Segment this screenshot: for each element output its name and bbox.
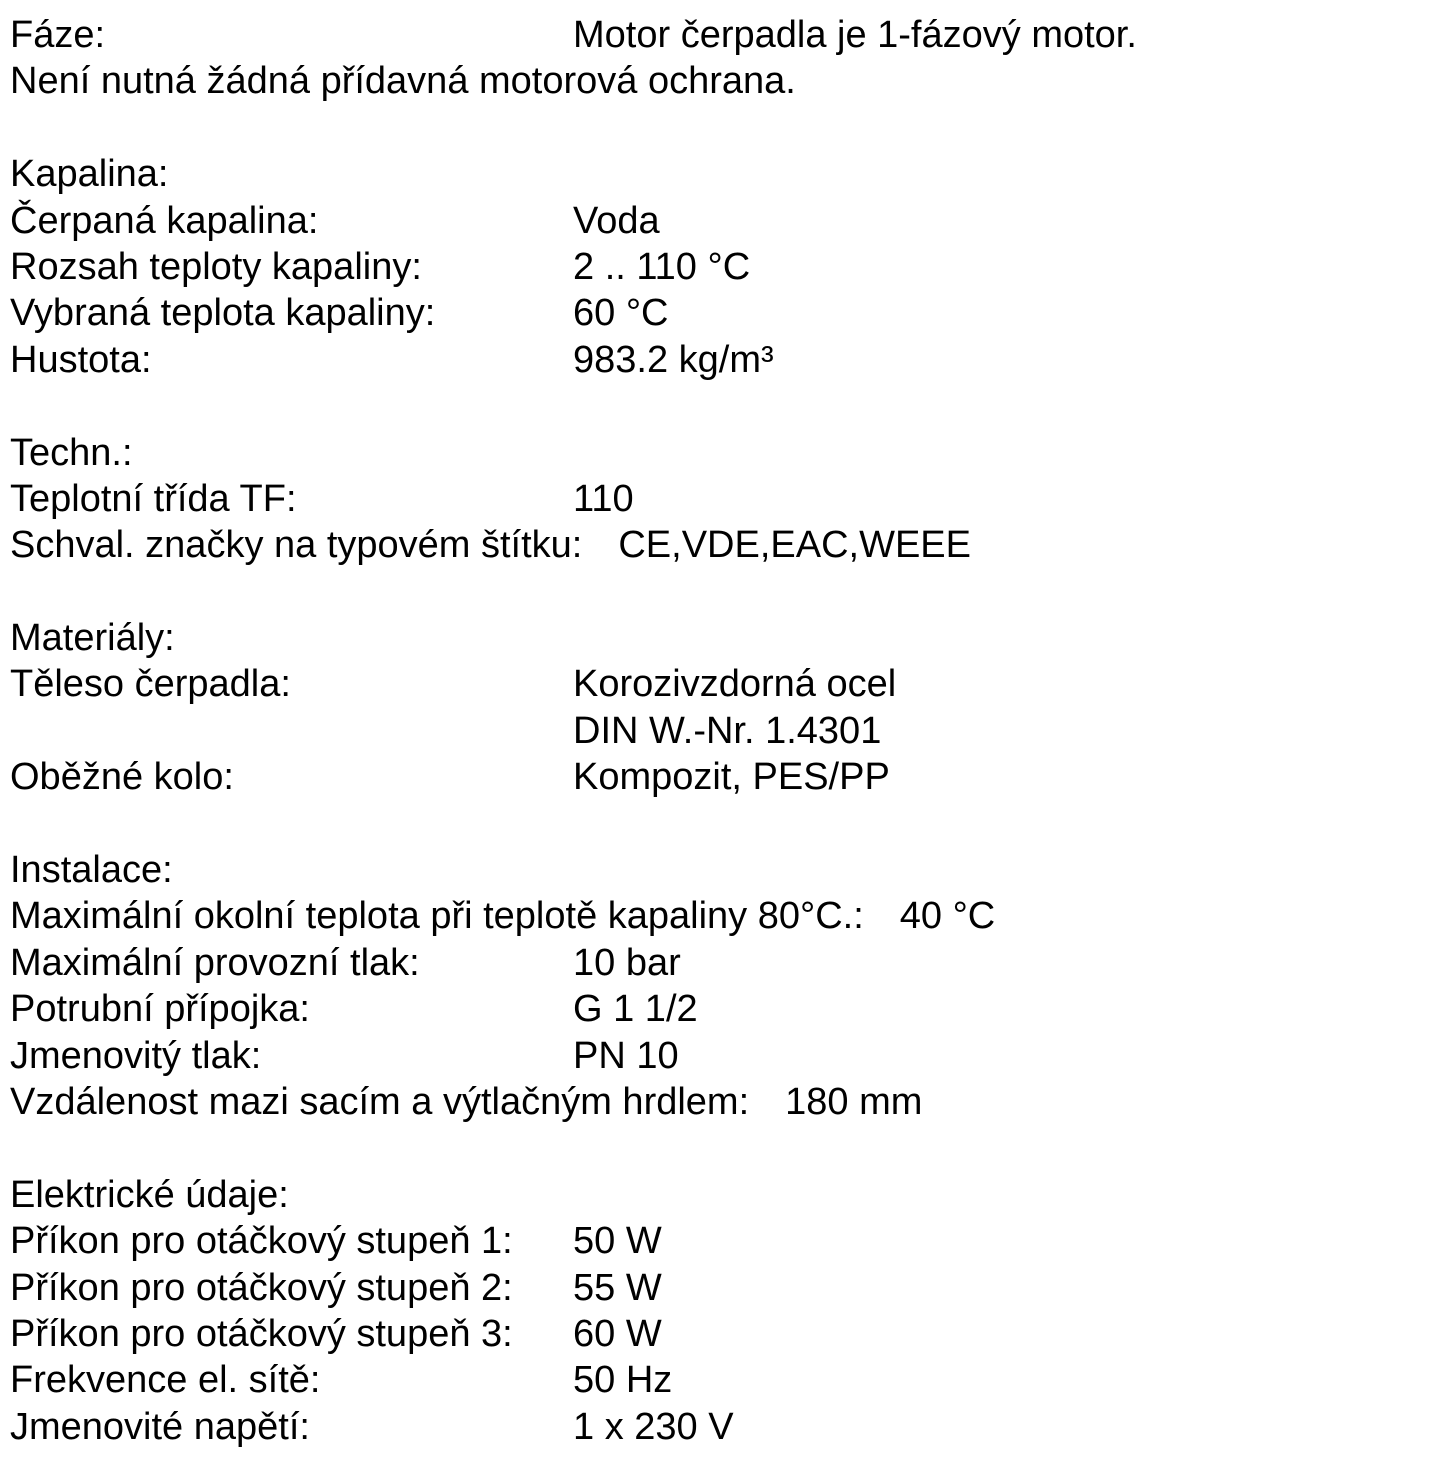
fluid-row — [10, 244, 1430, 290]
pump-housing-row-2 — [10, 708, 1430, 754]
electrical-label: Jmenovité napětí: — [10, 1405, 310, 1448]
fluid-row — [10, 198, 1430, 244]
impeller-row — [10, 754, 1430, 800]
electrical-value: 60 W — [573, 1312, 662, 1355]
max-ambient-label: Maximální okolní teplota při teplotě kapaliny 80°C.: — [10, 895, 864, 938]
pump-housing-value-line2: DIN W.-Nr. 1.4301 — [573, 709, 882, 752]
electrical-row — [10, 1404, 1430, 1450]
fluid-heading: Kapalina: — [10, 153, 169, 196]
spec-document — [10, 12, 1430, 1450]
electrical-label: Frekvence el. sítě: — [10, 1359, 321, 1402]
phase-value: Motor čerpadla je 1-fázový motor. — [573, 14, 1137, 56]
electrical-heading: Elektrické údaje: — [10, 1173, 289, 1216]
fluid-value: 2 .. 110 °C — [573, 245, 751, 288]
spacer — [10, 105, 1430, 151]
materials-heading: Materiály: — [10, 617, 175, 660]
installation-row — [10, 986, 1430, 1032]
installation-label: Jmenovitý tlak: — [10, 1034, 262, 1077]
electrical-value: 55 W — [573, 1266, 662, 1309]
temp-class-value: 110 — [573, 477, 634, 520]
impeller-value: Kompozit, PES/PP — [573, 756, 890, 799]
phase-row — [10, 12, 1430, 58]
fluid-value: 60 °C — [573, 292, 669, 335]
installation-row — [10, 1033, 1430, 1079]
electrical-row — [10, 1357, 1430, 1403]
fluid-label: Vybraná teplota kapaliny: — [10, 292, 436, 335]
port-distance-row — [10, 1079, 1430, 1125]
electrical-label: Příkon pro otáčkový stupeň 2: — [10, 1266, 513, 1309]
pump-housing-row — [10, 661, 1430, 707]
technical-heading: Techn.: — [10, 431, 133, 474]
installation-value: 10 bar — [573, 941, 681, 984]
spacer — [10, 801, 1430, 847]
installation-row — [10, 940, 1430, 986]
fluid-label: Hustota: — [10, 338, 152, 381]
technical-heading-row — [10, 430, 1430, 476]
impeller-label: Oběžné kolo: — [10, 756, 234, 799]
fluid-row — [10, 337, 1430, 383]
port-distance-value: 180 mm — [785, 1080, 923, 1123]
max-ambient-value: 40 °C — [899, 895, 996, 938]
fluid-label: Čerpaná kapalina: — [10, 199, 319, 242]
electrical-row — [10, 1265, 1430, 1311]
fluid-value: 983.2 kg/m³ — [573, 338, 774, 381]
installation-label: Maximální provozní tlak: — [10, 941, 420, 984]
electrical-row — [10, 1218, 1430, 1264]
fluid-value: Voda — [573, 199, 660, 242]
electrical-label: Příkon pro otáčkový stupeň 3: — [10, 1312, 513, 1355]
phase-label: Fáze: — [10, 14, 106, 56]
spacer — [10, 569, 1430, 615]
phase-note: Není nutná žádná přídavná motorová ochrana. — [10, 60, 796, 103]
fluid-label: Rozsah teploty kapaliny: — [10, 245, 422, 288]
electrical-value: 50 W — [573, 1220, 662, 1263]
installation-heading: Instalace: — [10, 849, 173, 892]
pump-housing-value: Korozivzdorná ocel — [573, 663, 897, 706]
approvals-label: Schval. značky na typovém štítku: — [10, 524, 583, 567]
electrical-heading-row — [10, 1172, 1430, 1218]
temp-class-label: Teplotní třída TF: — [10, 477, 297, 520]
installation-value: PN 10 — [573, 1034, 679, 1077]
fluid-row — [10, 290, 1430, 336]
port-distance-label: Vzdálenost mazi sacím a výtlačným hrdlem: — [10, 1080, 750, 1123]
electrical-row — [10, 1311, 1430, 1357]
installation-label: Potrubní přípojka: — [10, 988, 310, 1031]
electrical-label: Příkon pro otáčkový stupeň 1: — [10, 1220, 513, 1263]
installation-value: G 1 1/2 — [573, 988, 698, 1031]
phase-note-row — [10, 58, 1430, 104]
installation-heading-row — [10, 847, 1430, 893]
temp-class-row — [10, 476, 1430, 522]
approvals-value: CE,VDE,EAC,WEEE — [618, 524, 971, 567]
approvals-row — [10, 522, 1430, 568]
max-ambient-row — [10, 893, 1430, 939]
electrical-value: 1 x 230 V — [573, 1405, 734, 1448]
electrical-value: 50 Hz — [573, 1359, 673, 1402]
spacer — [10, 1125, 1430, 1171]
materials-heading-row — [10, 615, 1430, 661]
spacer — [10, 383, 1430, 429]
pump-housing-label: Těleso čerpadla: — [10, 663, 291, 706]
fluid-heading-row — [10, 151, 1430, 197]
